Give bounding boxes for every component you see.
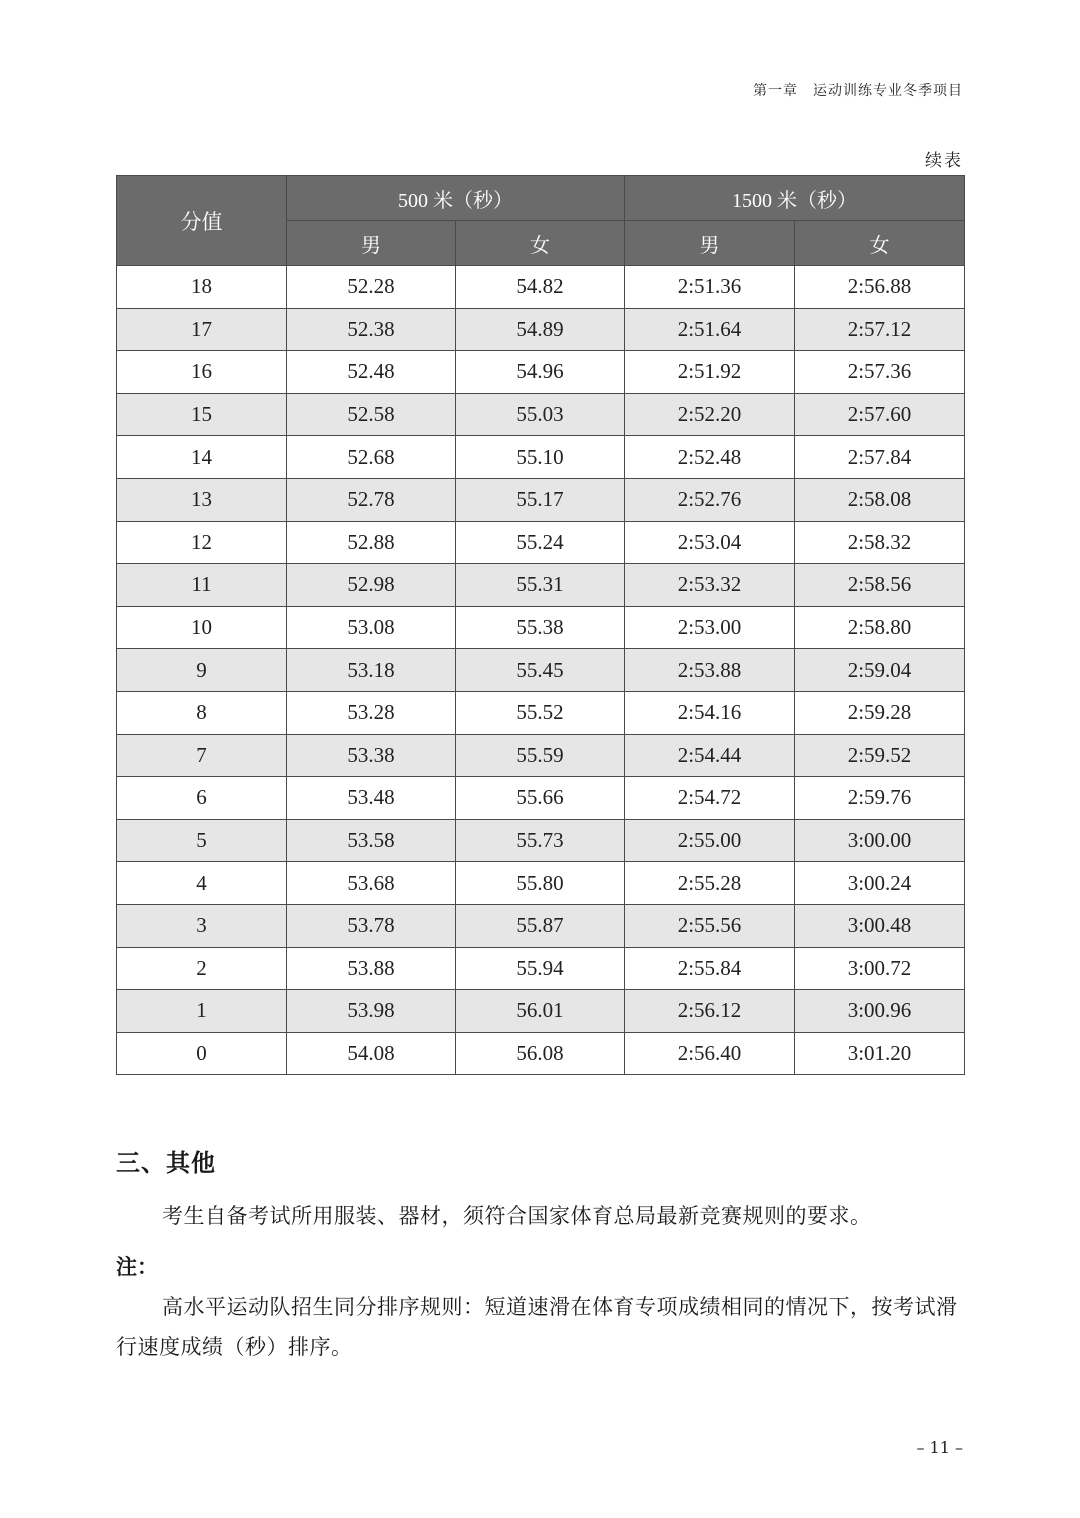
score-cell: 17: [117, 308, 287, 351]
female-500m-cell: 56.01: [456, 990, 625, 1033]
table-header: [117, 176, 965, 266]
female-500m-cell: 56.08: [456, 1032, 625, 1075]
female-500m-cell: 55.38: [456, 606, 625, 649]
female-1500m-cell: 2:57.84: [795, 436, 965, 479]
table-row: [117, 649, 965, 692]
male-1500m-cell: 2:54.16: [625, 691, 795, 734]
score-cell: 1: [117, 990, 287, 1033]
note-paragraph: 高水平运动队招生同分排序规则：短道速滑在体育专项成绩相同的情况下，按考试滑行速度成绩（秒）排序。: [116, 1295, 958, 1359]
female-1500m-cell: 3:00.00: [795, 819, 965, 862]
score-column-header: 分值: [117, 176, 287, 266]
male-500m-cell: 52.98: [287, 564, 456, 607]
female-1500m-cell: 2:59.76: [795, 777, 965, 820]
female-500m-cell: 55.73: [456, 819, 625, 862]
male-1500m-cell: 2:53.88: [625, 649, 795, 692]
male-500m-cell: 52.88: [287, 521, 456, 564]
table-row: [117, 777, 965, 820]
female-500m-cell: 55.45: [456, 649, 625, 692]
score-cell: 8: [117, 691, 287, 734]
table-row: [117, 819, 965, 862]
male-1500m-cell: 2:52.20: [625, 393, 795, 436]
female-500m-cell: 54.96: [456, 351, 625, 394]
score-cell: 0: [117, 1032, 287, 1075]
female-1500m-cell: 3:00.48: [795, 904, 965, 947]
table-row: [117, 521, 965, 564]
table-row: [117, 606, 965, 649]
female-1500m-cell: 3:01.20: [795, 1032, 965, 1075]
female-500m-cell: 55.03: [456, 393, 625, 436]
female-1500m-cell: 2:57.12: [795, 308, 965, 351]
male-1500m-cell: 2:55.56: [625, 904, 795, 947]
score-cell: 18: [117, 266, 287, 309]
female-500m-cell: 55.94: [456, 947, 625, 990]
female-1500m-cell: 2:59.52: [795, 734, 965, 777]
score-cell: 7: [117, 734, 287, 777]
male-1500m-cell: 2:56.40: [625, 1032, 795, 1075]
female-500m-cell: 55.59: [456, 734, 625, 777]
female-1500m-cell: 3:00.72: [795, 947, 965, 990]
section-heading: 三、其他: [116, 1148, 216, 1177]
score-cell: 3: [117, 904, 287, 947]
score-cell: 10: [117, 606, 287, 649]
female-1500m-cell: 2:58.08: [795, 478, 965, 521]
female-1500m-cell: 2:57.36: [795, 351, 965, 394]
female-1500m-cell: 2:58.32: [795, 521, 965, 564]
male-1500m-cell: 2:56.12: [625, 990, 795, 1033]
score-cell: 6: [117, 777, 287, 820]
sub-header-1500m-female: 女: [795, 221, 965, 266]
table-row: [117, 691, 965, 734]
score-cell: 15: [117, 393, 287, 436]
table-row: [117, 1032, 965, 1075]
sub-header-500m-female: 女: [456, 221, 625, 266]
group-header-500m: 500 米（秒）: [287, 176, 625, 221]
female-1500m-cell: 3:00.96: [795, 990, 965, 1033]
female-1500m-cell: 2:58.80: [795, 606, 965, 649]
female-1500m-cell: 2:58.56: [795, 564, 965, 607]
table-row: [117, 266, 965, 309]
female-500m-cell: 55.24: [456, 521, 625, 564]
table-row: [117, 862, 965, 905]
male-500m-cell: 53.78: [287, 904, 456, 947]
male-500m-cell: 52.58: [287, 393, 456, 436]
male-1500m-cell: 2:53.04: [625, 521, 795, 564]
continued-table-label: 续表: [925, 151, 963, 171]
female-1500m-cell: 2:56.88: [795, 266, 965, 309]
female-500m-cell: 55.17: [456, 478, 625, 521]
male-500m-cell: 53.48: [287, 777, 456, 820]
score-cell: 16: [117, 351, 287, 394]
table-row: [117, 351, 965, 394]
table-body: [117, 266, 965, 1075]
male-1500m-cell: 2:55.28: [625, 862, 795, 905]
table-row: [117, 478, 965, 521]
female-1500m-cell: 2:57.60: [795, 393, 965, 436]
male-1500m-cell: 2:51.36: [625, 266, 795, 309]
table-row: [117, 308, 965, 351]
note-label: 注：: [116, 1254, 158, 1279]
female-500m-cell: 55.80: [456, 862, 625, 905]
equipment-paragraph: 考生自备考试所用服装、器材，须符合国家体育总局最新竞赛规则的要求。: [162, 1204, 872, 1228]
female-500m-cell: 55.87: [456, 904, 625, 947]
female-500m-cell: 55.31: [456, 564, 625, 607]
male-500m-cell: 52.28: [287, 266, 456, 309]
female-500m-cell: 55.52: [456, 691, 625, 734]
male-1500m-cell: 2:54.72: [625, 777, 795, 820]
score-cell: 14: [117, 436, 287, 479]
female-1500m-cell: 3:00.24: [795, 862, 965, 905]
running-header: 第一章 运动训练专业冬季项目: [753, 83, 963, 99]
male-500m-cell: 53.08: [287, 606, 456, 649]
male-500m-cell: 53.28: [287, 691, 456, 734]
score-table: [116, 175, 965, 1075]
female-500m-cell: 55.66: [456, 777, 625, 820]
male-500m-cell: 53.98: [287, 990, 456, 1033]
male-1500m-cell: 2:53.00: [625, 606, 795, 649]
male-500m-cell: 53.18: [287, 649, 456, 692]
female-500m-cell: 55.10: [456, 436, 625, 479]
male-500m-cell: 53.58: [287, 819, 456, 862]
male-1500m-cell: 2:54.44: [625, 734, 795, 777]
score-cell: 2: [117, 947, 287, 990]
male-1500m-cell: 2:55.00: [625, 819, 795, 862]
table-row: [117, 564, 965, 607]
male-500m-cell: 52.38: [287, 308, 456, 351]
male-1500m-cell: 2:52.76: [625, 478, 795, 521]
score-cell: 13: [117, 478, 287, 521]
male-500m-cell: 53.68: [287, 862, 456, 905]
table-row: [117, 436, 965, 479]
male-500m-cell: 52.78: [287, 478, 456, 521]
table-row: [117, 393, 965, 436]
female-1500m-cell: 2:59.28: [795, 691, 965, 734]
score-cell: 11: [117, 564, 287, 607]
score-cell: 12: [117, 521, 287, 564]
table-row: [117, 947, 965, 990]
table-row: [117, 990, 965, 1033]
male-1500m-cell: 2:51.92: [625, 351, 795, 394]
score-cell: 9: [117, 649, 287, 692]
table-row: [117, 904, 965, 947]
table-row: [117, 734, 965, 777]
male-1500m-cell: 2:53.32: [625, 564, 795, 607]
male-500m-cell: 54.08: [287, 1032, 456, 1075]
group-header-1500m: 1500 米（秒）: [625, 176, 965, 221]
sub-header-1500m-male: 男: [625, 221, 795, 266]
page-number: – 11 –: [916, 1438, 963, 1457]
female-1500m-cell: 2:59.04: [795, 649, 965, 692]
male-1500m-cell: 2:51.64: [625, 308, 795, 351]
male-500m-cell: 52.68: [287, 436, 456, 479]
male-500m-cell: 53.38: [287, 734, 456, 777]
male-500m-cell: 52.48: [287, 351, 456, 394]
male-500m-cell: 53.88: [287, 947, 456, 990]
female-500m-cell: 54.82: [456, 266, 625, 309]
female-500m-cell: 54.89: [456, 308, 625, 351]
sub-header-500m-male: 男: [287, 221, 456, 266]
score-cell: 5: [117, 819, 287, 862]
male-1500m-cell: 2:52.48: [625, 436, 795, 479]
score-cell: 4: [117, 862, 287, 905]
male-1500m-cell: 2:55.84: [625, 947, 795, 990]
